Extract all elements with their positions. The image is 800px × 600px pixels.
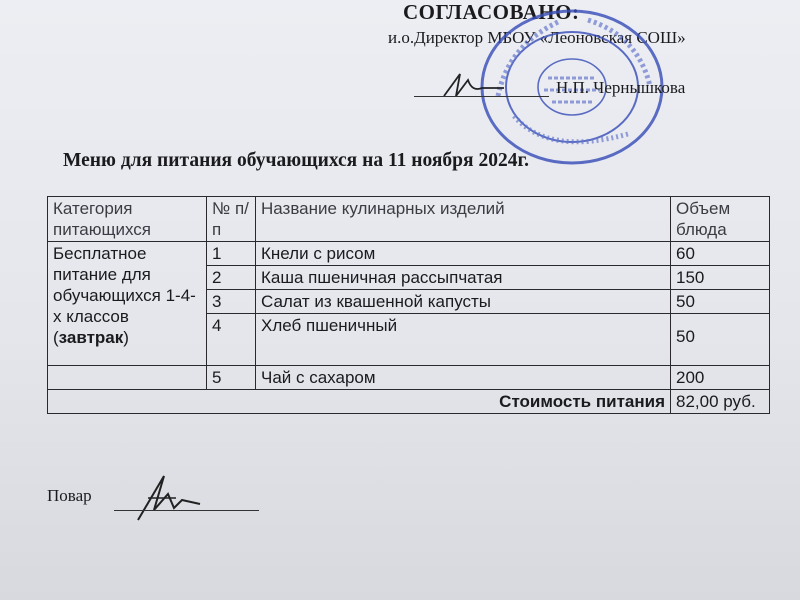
category-cell xyxy=(48,242,207,366)
director-signature-line xyxy=(414,96,549,97)
meal-type: завтрак xyxy=(58,328,124,347)
director-signature xyxy=(438,66,508,106)
empty-category-cell xyxy=(48,366,207,390)
menu-table xyxy=(47,196,770,414)
director-role: и.о.Директор МБОУ «Леоновская СОШ» xyxy=(388,28,686,47)
category-close: ) xyxy=(123,328,129,347)
dish-volume: 60 xyxy=(671,242,770,266)
dish-volume: 200 xyxy=(671,366,770,390)
row-number: 5 xyxy=(207,366,256,390)
header-volume: Объем блюда xyxy=(671,197,770,242)
cook-signature xyxy=(124,468,204,528)
dish-name: Хлеб пшеничный xyxy=(256,314,671,366)
dish-name: Кнели с рисом xyxy=(256,242,671,266)
dish-volume: 50 xyxy=(671,314,770,366)
dish-name: Чай с сахаром xyxy=(256,366,671,390)
dish-volume: 50 xyxy=(671,290,770,314)
row-number: 4 xyxy=(207,314,256,366)
table-row xyxy=(48,366,770,390)
approval-heading: СОГЛАСОВАНО: xyxy=(403,0,580,24)
cook-signature-line xyxy=(114,510,259,511)
category-text: Бесплатное питание для обучающихся 1-4-х классов ( xyxy=(53,244,196,347)
total-value: 82,00 руб. xyxy=(671,390,770,414)
header-number: № п/п xyxy=(207,197,256,242)
cook-label: Повар xyxy=(47,486,92,505)
dish-volume: 150 xyxy=(671,266,770,290)
menu-title: Меню для питания обучающихся на 11 ноября 2024г. xyxy=(63,150,529,171)
header-dish: Название кулинарных изделий xyxy=(256,197,671,242)
row-number: 3 xyxy=(207,290,256,314)
table-header-row xyxy=(48,197,770,242)
row-number: 2 xyxy=(207,266,256,290)
table-row xyxy=(48,242,770,266)
director-name: Н.П. Чернышкова xyxy=(556,78,686,97)
header-category: Категория питающихся xyxy=(48,197,207,242)
dish-name: Салат из квашенной капусты xyxy=(256,290,671,314)
total-label: Стоимость питания xyxy=(48,390,671,414)
row-number: 1 xyxy=(207,242,256,266)
dish-name: Каша пшеничная рассыпчатая xyxy=(256,266,671,290)
total-row xyxy=(48,390,770,414)
